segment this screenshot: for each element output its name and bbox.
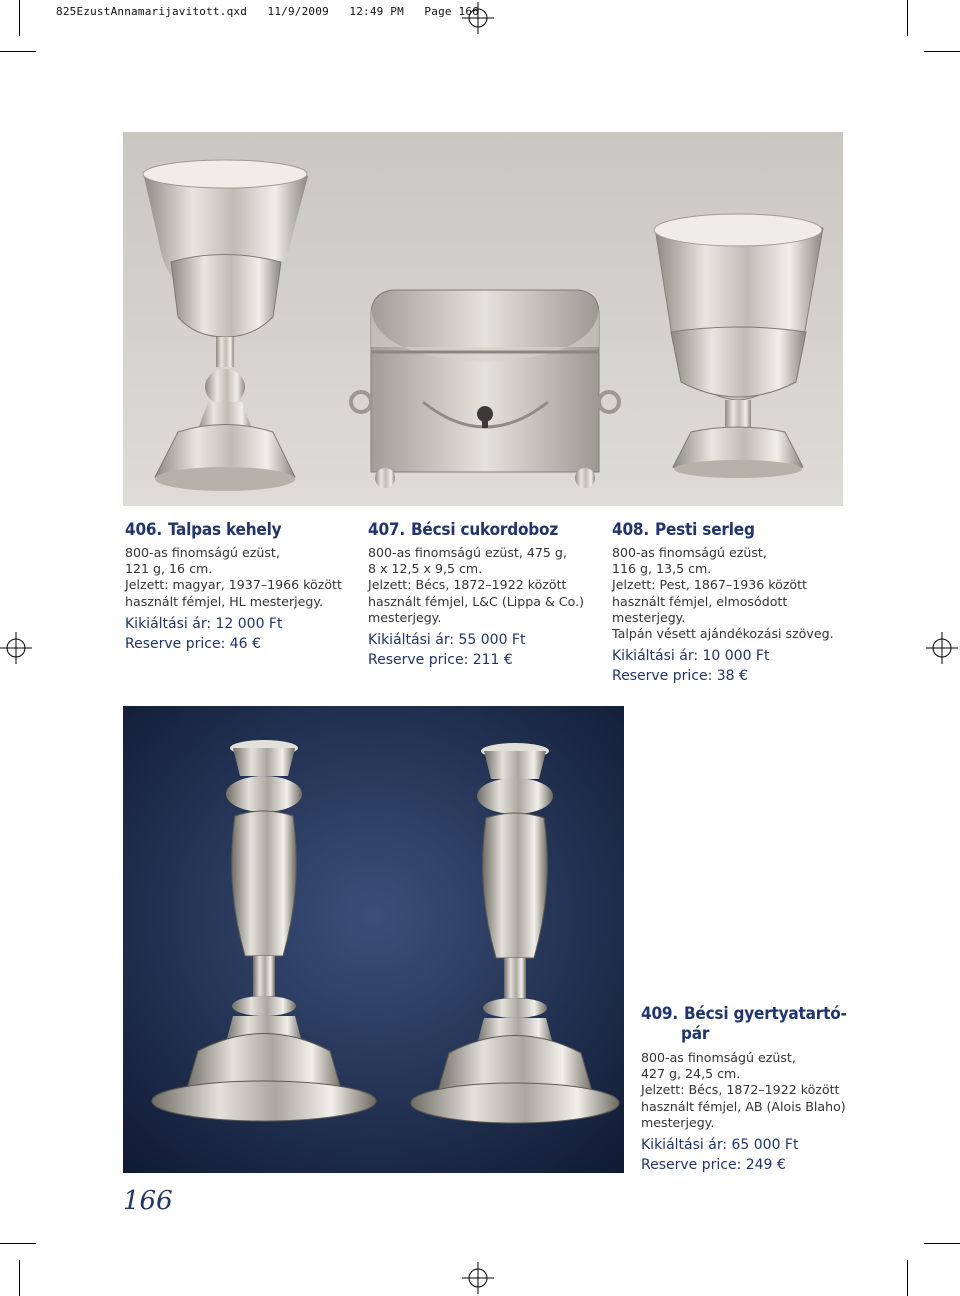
desc-line: Talpán vésett ajándékozási szöveg. xyxy=(612,626,834,642)
starting-price: Kikiáltási ár: 55 000 Ft xyxy=(368,632,526,649)
lot-title xyxy=(125,520,355,540)
lot-description xyxy=(125,545,355,610)
lot-number: 407. xyxy=(368,520,405,540)
reserve-price: Reserve price: 249 € xyxy=(641,1157,786,1174)
desc-line: 800-as finomságú ezüst, xyxy=(612,545,767,560)
desc-line: 116 g, 13,5 cm. xyxy=(612,561,712,577)
desc-line: 8 x 12,5 x 9,5 cm. xyxy=(368,561,483,577)
lot-406 xyxy=(125,520,355,654)
desc-line: 427 g, 24,5 cm. xyxy=(641,1066,741,1082)
desc-line: használt fémjel, L&C (Lippa & Co.) xyxy=(368,593,584,609)
crop-mark xyxy=(19,0,20,36)
lot-number: 406. xyxy=(125,520,162,540)
desc-line: 800-as finomságú ezüst, 475 g, xyxy=(368,545,567,560)
desc-line: 800-as finomságú ezüst, xyxy=(641,1050,796,1065)
desc-line: mesterjegy. xyxy=(641,1114,715,1130)
desc-line: mesterjegy. xyxy=(368,609,442,625)
lot-title xyxy=(368,520,608,540)
lot-407 xyxy=(368,520,608,670)
top-product-photo xyxy=(123,132,843,506)
crop-mark xyxy=(0,1243,36,1244)
desc-line: Jelzett: Bécs, 1872–1922 között xyxy=(368,577,567,593)
crop-mark xyxy=(907,0,908,36)
desc-line: 800-as finomságú ezüst, xyxy=(125,545,280,560)
desc-line: mesterjegy. xyxy=(612,609,686,625)
lot-408 xyxy=(612,520,852,686)
lot-description xyxy=(641,1050,851,1131)
desc-line: használt fémjel, elmosódott xyxy=(612,593,788,609)
lot-description xyxy=(612,545,852,642)
page-number: 166 xyxy=(123,1186,173,1216)
bottom-product-photo xyxy=(123,706,624,1173)
reserve-price: Reserve price: 38 € xyxy=(612,668,748,685)
starting-price: Kikiáltási ár: 12 000 Ft xyxy=(125,615,283,632)
print-slug: 825EzustAnnamarijavitott.qxd 11/9/2009 12:49 PM Page 166 xyxy=(56,5,479,18)
desc-line: Jelzett: Pest, 1867–1936 között xyxy=(612,577,807,593)
lot-description xyxy=(368,545,608,626)
desc-line: használt fémjel, AB (Alois Blaho) xyxy=(641,1098,846,1114)
lot-number: 408. xyxy=(612,520,649,540)
lot-name: Pesti serleg xyxy=(654,520,755,540)
lot-title xyxy=(612,520,852,540)
crop-mark xyxy=(19,1260,20,1296)
lot-409 xyxy=(641,1004,851,1175)
lot-title xyxy=(641,1004,851,1044)
crop-mark xyxy=(907,1260,908,1296)
crop-mark xyxy=(924,51,960,52)
lot-name: Bécsi gyertyatartó- xyxy=(683,1004,847,1024)
desc-line: 121 g, 16 cm. xyxy=(125,561,213,577)
reserve-price: Reserve price: 46 € xyxy=(125,635,261,652)
starting-price: Kikiáltási ár: 10 000 Ft xyxy=(612,648,770,665)
registration-mark-icon xyxy=(462,1262,494,1294)
reserve-price: Reserve price: 211 € xyxy=(368,652,513,669)
registration-mark-icon xyxy=(926,632,958,664)
desc-line: használt fémjel, HL mesterjegy. xyxy=(125,593,324,609)
photo-silver-sugar-box-407 xyxy=(351,290,619,488)
lot-name-continued: pár xyxy=(681,1024,710,1044)
registration-mark-icon xyxy=(0,632,32,664)
lot-number: 409. xyxy=(641,1004,678,1024)
crop-mark xyxy=(924,1243,960,1244)
lot-name: Bécsi cukordoboz xyxy=(410,520,559,540)
desc-line: Jelzett: Bécs, 1872–1922 között xyxy=(641,1082,840,1098)
desc-line: Jelzett: magyar, 1937–1966 között xyxy=(125,577,342,593)
starting-price: Kikiáltási ár: 65 000 Ft xyxy=(641,1137,799,1154)
registration-mark-icon xyxy=(462,2,494,34)
lot-name: Talpas kehely xyxy=(167,520,282,540)
crop-mark xyxy=(0,51,36,52)
